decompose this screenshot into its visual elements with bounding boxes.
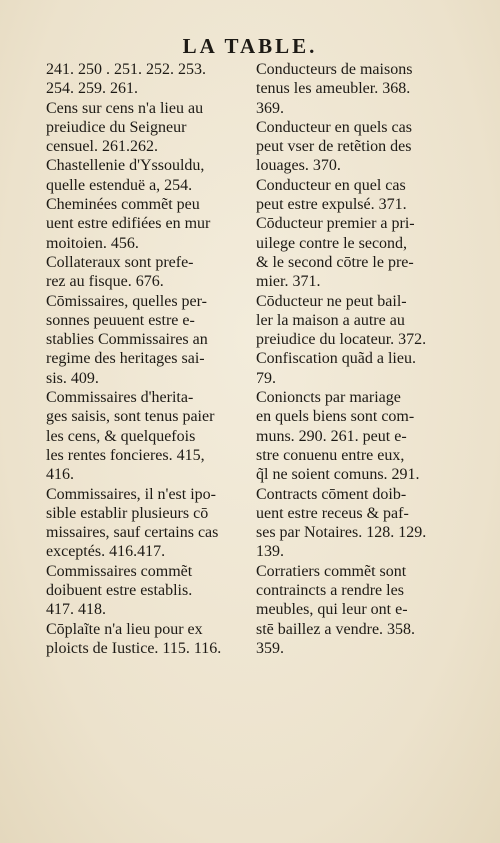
index-line: sis. 409. <box>46 369 99 387</box>
index-line: Collateraux sont prefe- <box>46 253 194 271</box>
index-line: regime des heritages sai- <box>46 350 205 368</box>
index-line: uilege contre le second, <box>256 234 408 252</box>
index-line: Chastellenie d'Yssouldu, <box>46 157 205 175</box>
index-line: mier. 371. <box>256 273 321 291</box>
index-line: meubles, qui leur ont e- <box>256 601 408 619</box>
index-line: stre conuenu entre eux, <box>256 446 405 464</box>
index-line: Contracts cōment doib- <box>256 485 407 503</box>
index-line: peut vser de retẽtion des <box>256 138 412 156</box>
index-line: Cōmissaires, quelles per- <box>46 292 207 310</box>
index-line: Confiscation quãd a lieu. <box>256 350 416 368</box>
index-line: 241. 250 . 251. 252. 253. <box>46 61 206 78</box>
index-line: doibuent estre establis. <box>46 582 193 600</box>
index-line: & le second cōtre le pre- <box>256 253 414 271</box>
index-line: tenus les ameubler. 368. <box>256 80 411 98</box>
index-line: preiudice du Seigneur <box>46 118 187 136</box>
index-line: 359. <box>256 639 284 657</box>
index-line: Cōplaĩte n'a lieu pour ex <box>46 620 203 638</box>
index-line: moitoien. 456. <box>46 234 139 252</box>
index-line: Conducteurs de maisons <box>256 61 413 78</box>
left-column <box>46 60 251 658</box>
index-line: ploicts de Iustice. 115. 116. <box>46 639 222 657</box>
index-line: ses par Notaires. 128. 129. <box>256 524 427 542</box>
index-line: Cens sur cens n'a lieu au <box>46 99 204 117</box>
index-line: 254. 259. 261. <box>46 80 138 98</box>
index-line: uent estre receus & paf- <box>256 504 409 522</box>
index-line: sible establir plusieurs cō <box>46 504 209 522</box>
index-line: ges saisis, sont tenus paier <box>46 408 215 426</box>
index-line: Corratiers commẽt sont <box>256 562 407 580</box>
index-line: uent estre edifiées en mur <box>46 215 211 233</box>
index-line: les cens, & quelquefois <box>46 427 196 445</box>
index-line: stē baillez a vendre. 358. <box>256 620 416 638</box>
index-line: ler la maison a autre au <box>256 311 405 329</box>
index-line: Conducteur en quel cas <box>256 176 406 194</box>
index-line: Conioncts par mariage <box>256 389 401 407</box>
index-line: 416. <box>46 466 74 484</box>
index-line: quelle estenduë a, 254. <box>46 176 193 194</box>
index-line: preiudice du locateur. 372. <box>256 331 427 349</box>
index-line: censuel. 261.262. <box>46 138 158 156</box>
index-line: contraincts a rendre les <box>256 582 404 600</box>
index-line: missaires, sauf certains cas <box>46 524 219 542</box>
index-line: 139. <box>256 543 284 561</box>
index-line: Commissaires commẽt <box>46 562 193 580</box>
index-line: stablies Commissaires an <box>46 331 208 349</box>
index-line: exceptés. 416.417. <box>46 543 166 561</box>
page-header: LA TABLE. <box>182 34 318 58</box>
index-line: muns. 290. 261. peut e- <box>256 427 407 445</box>
index-line: Conducteur en quels cas <box>256 118 412 136</box>
index-line: les rentes foncieres. 415, <box>46 446 205 464</box>
index-line: 369. <box>256 99 284 117</box>
index-line: louages. 370. <box>256 157 341 175</box>
index-line: q̃l ne soient comuns. 291. <box>256 466 420 484</box>
index-line: rez au fisque. 676. <box>46 273 164 291</box>
index-line: peut estre expulsé. 371. <box>256 196 407 214</box>
index-line: Cheminées commẽt peu <box>46 196 200 214</box>
index-line: Commissaires d'herita- <box>46 389 194 407</box>
index-line: 79. <box>256 369 276 387</box>
index-line: en quels biens sont com- <box>256 408 415 426</box>
right-column <box>256 60 458 658</box>
index-line: Cōducteur ne peut bail- <box>256 292 407 310</box>
index-line: Commissaires, il n'est ipo- <box>46 485 216 503</box>
index-line: 417. 418. <box>46 601 106 619</box>
index-line: Cōducteur premier a pri- <box>256 215 415 233</box>
index-line: sonnes peuuent estre e- <box>46 311 195 329</box>
